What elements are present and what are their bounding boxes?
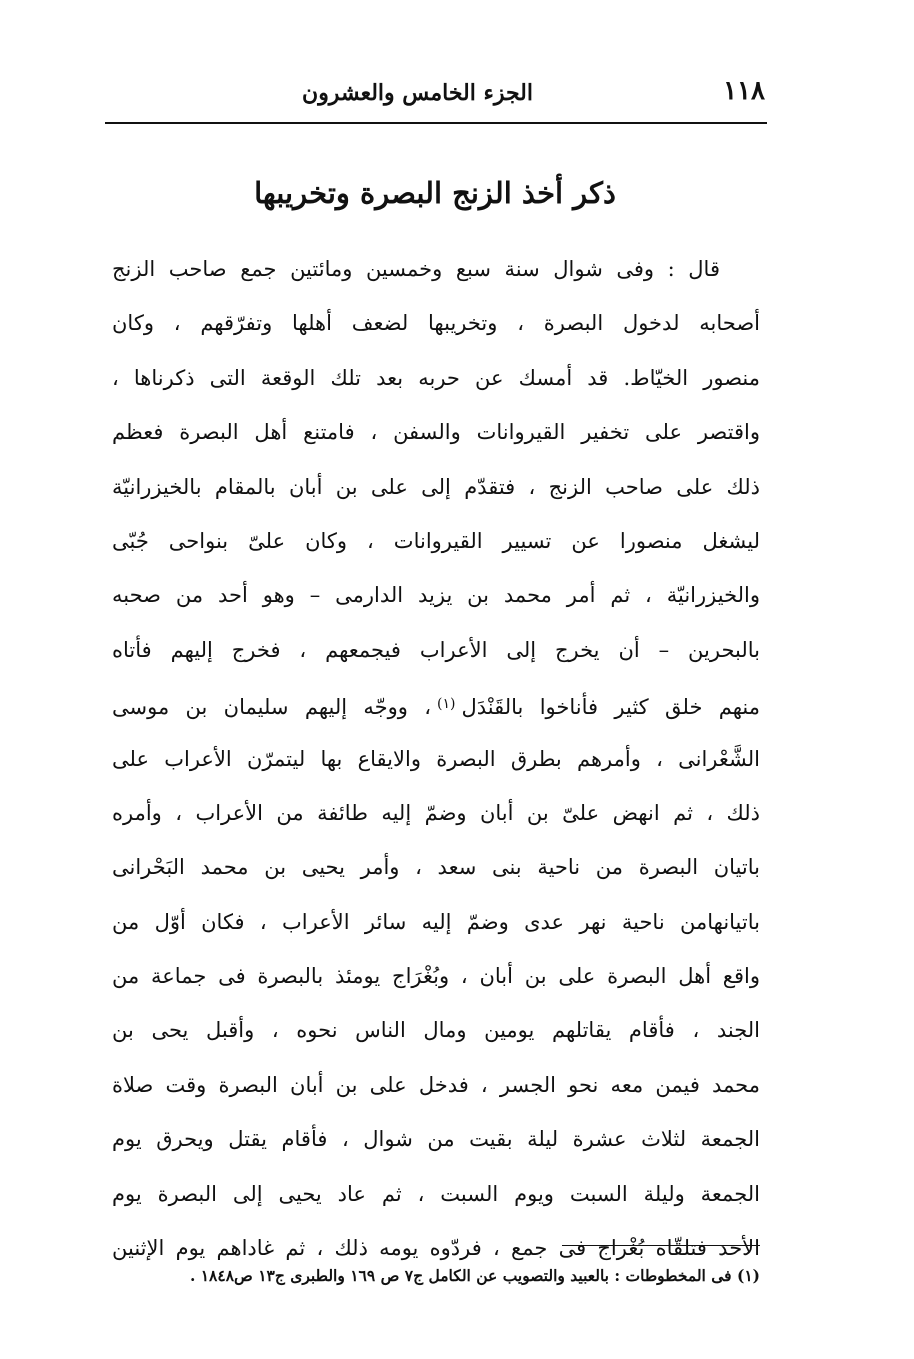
footnote: (١) فى المخطوطات : بالعبيد والتصويب عن الكامل ج٧ ص ١٦٩ والطبرى ج١٣ ص١٨٤٨ . bbox=[189, 1266, 760, 1285]
body-line: واقع أهل البصرة على بن أبان ، وبُغْرَاج يومئذ بالبصرة فى جماعة من bbox=[112, 964, 760, 989]
body-line: الأحد فتلقّاه بُغْراج فى جمع ، فردّوه يومه ذلك ، ثم غاداهم يوم الإثنين bbox=[112, 1236, 760, 1261]
body-line: الجمعة لثلاث عشرة ليلة بقيت من شوال ، فأقام يقتل ويحرق يوم bbox=[112, 1127, 760, 1152]
body-line: قال : وفى شوال سنة سبع وخمسين ومائتين جمع صاحب الزنج bbox=[112, 257, 720, 281]
body-line: أصحابه لدخول البصرة ، وتخريبها لضعف أهلها وتفرّقهم ، وكان bbox=[112, 311, 760, 336]
body-line: باتيان البصرة من ناحية بنى سعد ، وأمر يحيى بن محمد البَحْرانى bbox=[112, 855, 760, 880]
body-line: محمد فيمن معه نحو الجسر ، فدخل على بن أبان البصرة وقت صلاة bbox=[112, 1072, 760, 1097]
page-number: ١١٨ bbox=[723, 76, 765, 106]
body-line: ذلك ، ثم انهض علىّ بن أبان وضمّ إليه طائفة من الأعراب ، وأمره bbox=[112, 800, 760, 825]
body-line: الجند ، فأقام يقاتلهم يومين ومال الناس نحوه ، وأقبل يحى بن bbox=[112, 1018, 760, 1043]
body-line: بالبحرين – أن يخرج إلى الأعراب فيجمعهم ، فخرج إليهم فأتاه bbox=[112, 637, 760, 662]
chapter-title: ذكر أخذ الزنج البصرة وتخريبها bbox=[254, 176, 616, 210]
body-line: باتيانهامن ناحية نهر عدى وضمّ إليه سائر الأعراب ، فكان أوّل من bbox=[112, 909, 760, 934]
body-line-tail: ، ووجّه إليهم سليمان بن موسى bbox=[112, 695, 432, 720]
page-header bbox=[105, 74, 765, 116]
body-line: ليشغل منصورا عن تسيير القيروانات ، وكان علىّ بنواحى جُبّى bbox=[112, 528, 760, 553]
body-text bbox=[112, 242, 760, 1275]
body-line: الشَّعْرانى ، وأمرهم بطرق البصرة والايقاع بها ليتمرّن الأعراب على bbox=[112, 746, 760, 771]
body-line: واقتصر على تخفير القيروانات والسفن ، فامتنع أهل البصرة فعظم bbox=[112, 420, 760, 445]
body-line-with-footnote bbox=[112, 677, 760, 731]
body-line-head: منهم خلق كثير فأناخوا بالقَنْدَل bbox=[461, 695, 760, 720]
footnote-rule bbox=[562, 1245, 760, 1246]
body-line: منصور الخيّاط. قد أمسك عن حربه بعد تلك الوقعة التى ذكرناها ، bbox=[112, 365, 760, 390]
body-line: ذلك على صاحب الزنج ، فتقدّم إلى على بن أبان بالمقام بالخيزرانيّة bbox=[112, 474, 760, 499]
header-rule bbox=[105, 122, 767, 124]
body-line: والخيزرانيّة ، ثم أمر محمد بن يزيد الدارمى – وهو أحد من صحبه bbox=[112, 583, 760, 608]
body-line: الجمعة وليلة السبت ويوم السبت ، ثم عاد يحيى إلى البصرة يوم bbox=[112, 1181, 760, 1206]
footnote-reference[interactable]: (١) bbox=[437, 696, 456, 713]
running-head: الجزء الخامس والعشرون bbox=[302, 80, 533, 106]
